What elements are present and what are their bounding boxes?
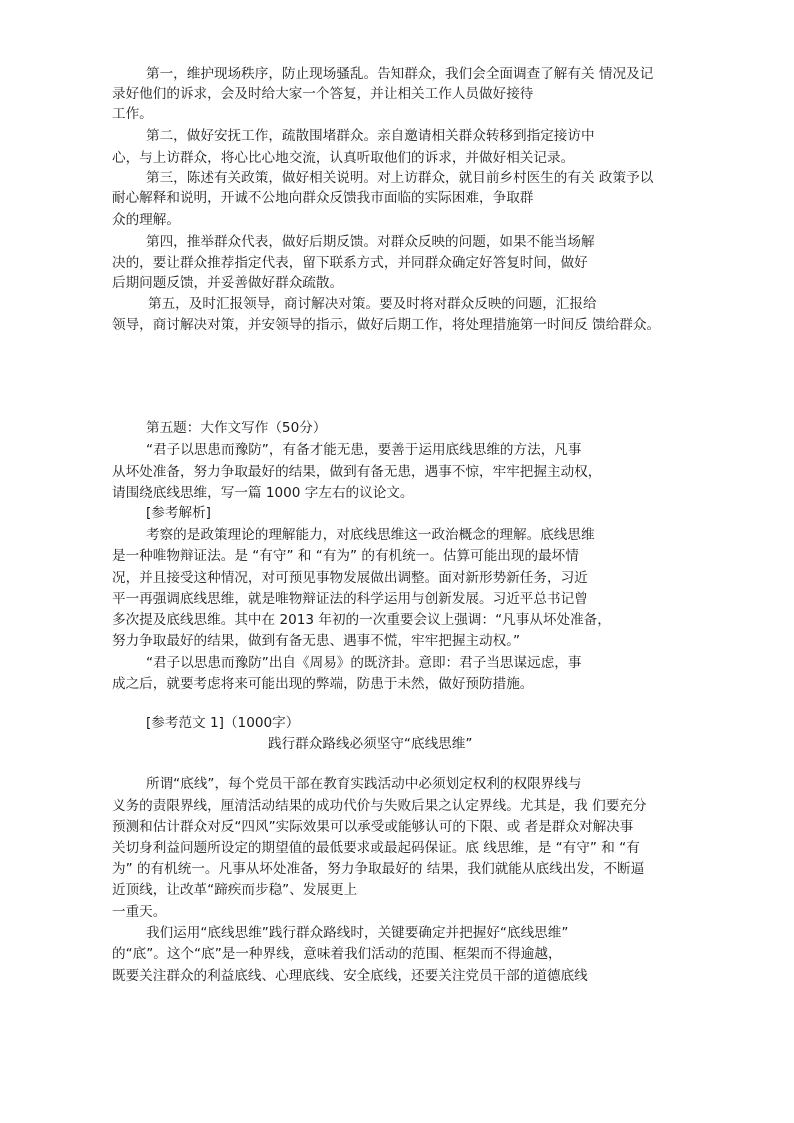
paragraph-line: 录好他们的诉求，会及时给大家一个答复，并让相关工作人员做好接待 [112,86,534,102]
paragraph-line: 耐心解释和说明，开诚不公地向群众反馈我市面临的实际困难，争取群 [112,190,534,206]
paragraph-line: 义务的责限界线，厘清活动结果的成功代价与失败后果之认定界线。尤其是，我 们要充分 [112,798,647,814]
paragraph-line: 努力争取最好的结果，做到有备无患、遇事不慌，牢牢把握主动权。” [112,633,521,649]
paragraph-line: 从坏处准备，努力争取最好的结果，做到有备无患，遇事不惊，牢牢把握主动权， [112,464,602,480]
paragraph-line: 后期问题反馈，并妥善做好群众疏散。 [112,275,344,291]
paragraph-line: 第五，及时汇报领导，商讨解决对策。要及时将对群众反映的问题，汇报给 [148,296,597,312]
question-heading: 第五题：大作文写作（50分） [146,420,327,436]
paragraph-line: “君子以思患而豫防”，有备才能无患，要善于运用底线思维的方法，凡事 [146,442,582,458]
paragraph-line: 一重天。 [112,904,167,920]
paragraph-line: 考察的是政策理论的理解能力，对底线思维这一政治概念的理解。底线思维 [146,527,595,543]
paragraph-line: 众的理解。 [112,212,180,228]
paragraph-line: 成之后，就要考虑将来可能出现的弊端，防患于未然，做好预防措施。 [112,676,534,692]
reference-analysis-label: [参考解析] [146,505,211,521]
reference-essay-label: [参考范文 1]（1000字） [146,715,300,731]
paragraph-line: 工作。 [112,106,153,122]
paragraph-line: 近顶线，让改革“蹄疾而步稳”、发展更上 [112,882,358,898]
paragraph-line: 的“底”。这个“底”是一种界线，意味着我们活动的范围、框架而不得逾越， [112,946,562,962]
paragraph-line: 第一，维护现场秩序，防止现场骚乱。告知群众，我们会全面调查了解有关 情况及记 [146,66,654,82]
essay-title: 践行群众路线必须坚守“底线思维” [268,736,473,752]
paragraph-line: 既要关注群众的利益底线、心理底线、安全底线，还要关注党员干部的道德底线 [112,968,588,984]
paragraph-line: 请围绕底线思维，写一篇 1000 字左右的议论文。 [112,485,414,501]
paragraph-line: 况，并且接受这种情况，对可预见事物发展做出调整。面对新形势新任务，习近 [112,570,588,586]
paragraph-line: 多次提及底线思维。其中在 2013 年初的一次重要会议上强调：“凡事从坏处准备， [112,612,611,628]
paragraph-line: 平一再强调底线思维，就是唯物辩证法的科学运用与创新发展。习近平总书记曾 [112,591,588,607]
paragraph-line: 我们运用“底线思维”践行群众路线时，关键要确定并把握好“底线思维” [146,925,569,941]
paragraph-line: 预测和估计群众对反“四风”实际效果可以承受或能够认可的下限、或 者是群众对解决事 [112,819,634,835]
paragraph-line: 关切身利益问题所设定的期望值的最低要求或最起码保证。底 线思维，是 “有守” 和 “有 [112,840,640,856]
paragraph-line: 为” 的有机统一。凡事从坏处准备，努力争取最好的 结果，我们就能从底线出发，不断逼 [112,861,645,877]
paragraph-line: 心，与上访群众，将心比心地交流，认真听取他们的诉求，并做好相关记录。 [112,150,575,166]
paragraph-line: 所谓“底线”，每个党员干部在教育实践活动中必须划定权利的权限界线与 [146,776,582,792]
paragraph-line: 领导，商讨解决对策，并安领导的指示，做好后期工作，将处理措施第一时间反 馈给群众。 [112,317,661,333]
paragraph-line: “君子以思患而豫防”出自《周易》的既济卦。意即：君子当思谋远虑，事 [146,655,582,671]
paragraph-line: 是一种唯物辩证法。是 “有守” 和 “有为” 的有机统一。估算可能出现的最坏情 [112,548,579,564]
paragraph-line: 决的，要让群众推荐指定代表，留下联系方式，并同群众确定好答复时间，做好 [112,255,588,271]
paragraph-line: 第三，陈述有关政策，做好相关说明。对上访群众，就目前乡村医生的有关 政策予以 [146,170,654,186]
paragraph-line: 第二，做好安抚工作，疏散围堵群众。亲自邀请相关群众转移到指定接访中 [146,128,595,144]
paragraph-line: 第四，推举群众代表，做好后期反馈。对群众反映的问题，如果不能当场解 [146,234,595,250]
